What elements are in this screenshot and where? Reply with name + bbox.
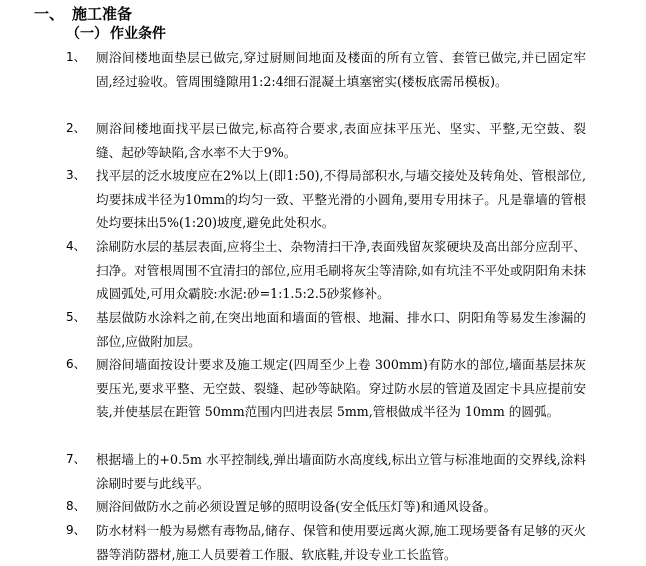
section-number: 一、: [34, 5, 65, 23]
section-title: 施工准备: [72, 5, 133, 23]
list-item-number: 2、: [66, 121, 86, 135]
list-item-text: 防水材料一般为易燃有毒物品,储存、保管和使用要远离火源,施工现场要备有足够的灭火器等消防器材,施工人员要着工作服、软底鞋,并设专业工长监管。: [96, 523, 586, 562]
list-item-number: 8、: [66, 499, 86, 513]
list-item-text: 涂刷防水层的基层表面,应将尘土、杂物清扫干净,表面残留灰浆硬块及高出部分应刮平、扫净。对管根周围不宜清扫的部位,应用毛刷将灰尘等清除,如有坑洼不平处或阴阳角未抹成圆弧处,可用众霸胶:水泥:砂=1:1.5:2.5砂浆修补。: [96, 239, 586, 302]
list-item-text: 厕浴间楼地面垫层已做完,穿过厨厕间地面及楼面的所有立管、套管已做完,并已固定牢固,经过验收。管周围缝隙用1:2:4细石混凝土填塞密实(楼板底需吊模板)。: [96, 50, 586, 89]
list-item-number: 7、: [66, 452, 86, 466]
subsection-number: （一）: [66, 26, 108, 42]
list-item-text: 找平层的泛水坡度应在2%以上(即1:50),不得局部积水,与墙交接处及转角处、管根部位,均要抹成半径为10mm的均匀一致、平整光滑的小圆角,要用专用抹子。凡是靠墙的管根处均要抹出5%(1:20)坡度,避免此处积水。: [96, 168, 586, 231]
section-heading: [34, 4, 132, 24]
list-item-number: 4、: [66, 239, 86, 253]
list-item-number: 9、: [66, 523, 86, 537]
list-item-number: 5、: [66, 310, 86, 324]
list-item-text: 厕浴间楼地面找平层已做完,标高符合要求,表面应抹平压光、坚实、平整,无空鼓、裂缝、起砂等缺陷,含水率不大于9%。: [96, 121, 586, 160]
list-item-number: 3、: [66, 168, 86, 182]
subsection-title: 作业条件: [110, 26, 166, 42]
list-item-number: 6、: [66, 357, 86, 371]
subsection-heading: [66, 24, 166, 44]
list-item-text: 基层做防水涂料之前,在突出地面和墙面的管根、地漏、排水口、阴阳角等易发生渗漏的部位,应做附加层。: [96, 310, 586, 349]
list-item-text: 根据墙上的+0.5m 水平控制线,弹出墙面防水高度线,标出立管与标准地面的交界线,涂料涂刷时要与此线平。: [96, 452, 586, 491]
list-item-number: 1、: [66, 50, 86, 64]
list-item-text: 厕浴间墙面按设计要求及施工规定(四周至少上卷 300mm)有防水的部位,墙面基层抹灰要压光,要求平整、无空鼓、裂缝、起砂等缺陷。穿过防水层的管道及固定卡具应提前安装,并使基层在距管 50mm范围内凹进表层 5mm,管根做成半径为 10mm 的圆弧。: [96, 357, 586, 420]
list-item-text: 厕浴间做防水之前必须设置足够的照明设备(安全低压灯等)和通风设备。: [96, 499, 497, 514]
